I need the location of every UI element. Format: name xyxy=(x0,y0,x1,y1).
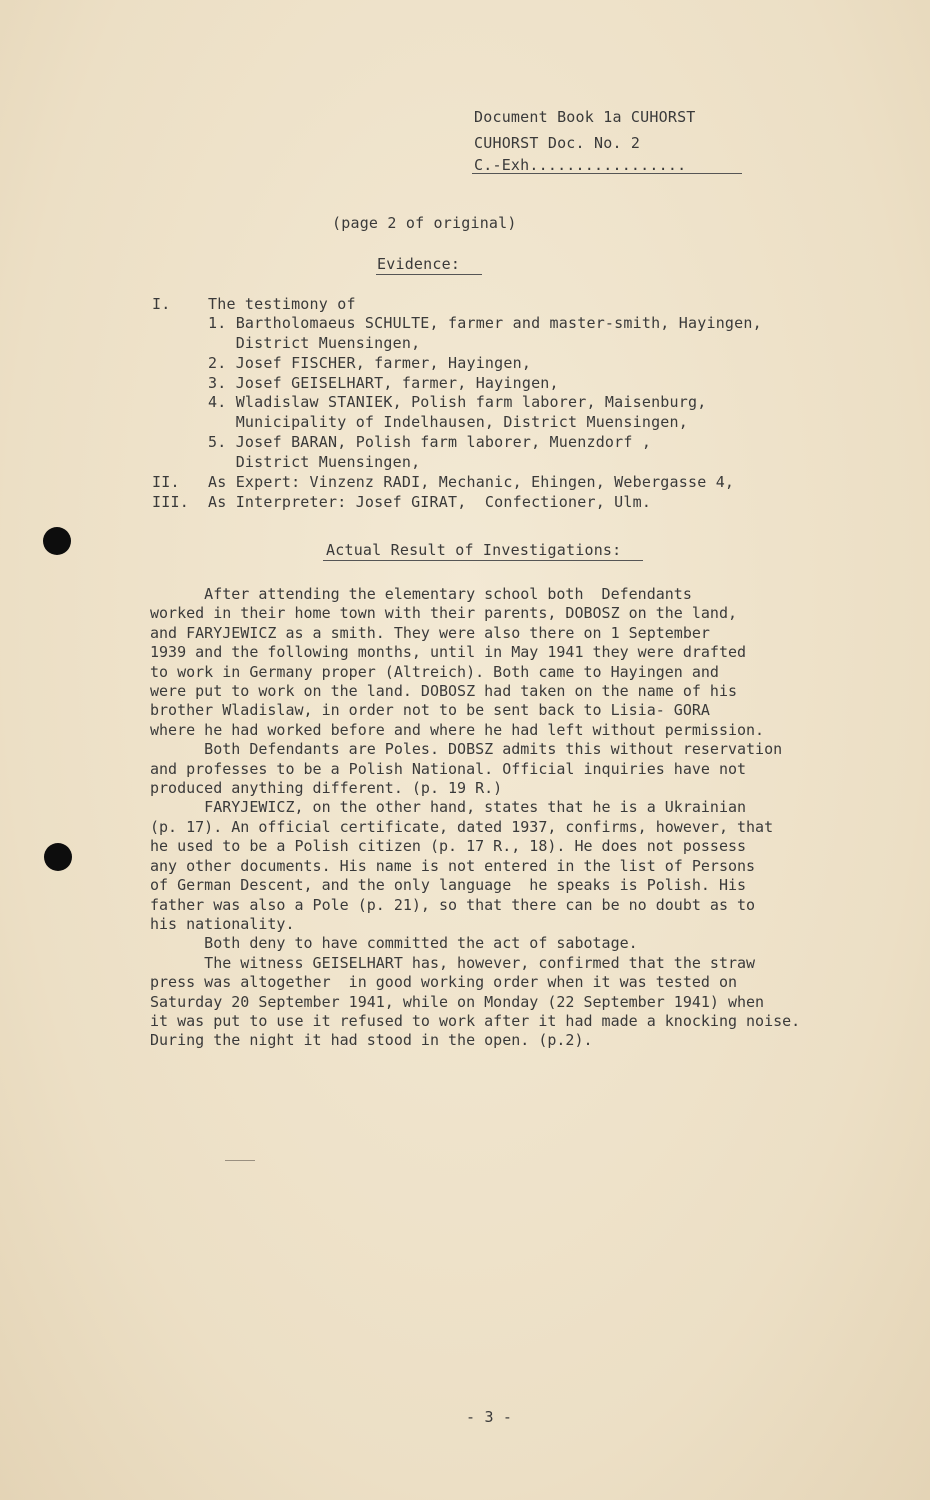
evidence-number: II. xyxy=(152,473,180,491)
body-line: any other documents. His name is not entered in the list of Persons xyxy=(150,856,756,875)
evidence-item: 4. Wladislaw STANIEK, Polish farm laborer, Maisenburg, xyxy=(208,393,707,411)
evidence-item: District Muensingen, xyxy=(208,334,421,352)
body-line: Saturday 20 September 1941, while on Monday (22 September 1941) when xyxy=(150,992,765,1011)
body-line: and FARYJEWICZ as a smith. They were also there on 1 September xyxy=(150,623,710,642)
body-line: Both Defendants are Poles. DOBSZ admits this without reservation xyxy=(150,740,783,759)
body-line: his nationality. xyxy=(150,914,295,933)
page-reference: (page 2 of original) xyxy=(332,214,517,232)
body-line: were put to work on the land. DOBOSZ had taken on the name of his xyxy=(150,682,737,701)
body-line: produced anything different. (p. 19 R.) xyxy=(150,779,503,798)
evidence-item: 3. Josef GEISELHART, farmer, Hayingen, xyxy=(208,374,559,392)
evidence-item: 1. Bartholomaeus SCHULTE, farmer and master-smith, Hayingen, xyxy=(208,314,762,332)
body-line: he used to be a Polish citizen (p. 17 R., 18). He does not possess xyxy=(150,837,747,856)
evidence-number: I. xyxy=(152,295,171,313)
body-line: to work in Germany proper (Altreich). Both came to Hayingen and xyxy=(150,662,719,681)
body-line: and professes to be a Polish National. Official inquiries have not xyxy=(150,759,747,778)
evidence-item: 2. Josef FISCHER, farmer, Hayingen, xyxy=(208,354,532,372)
evidence-item: As Expert: Vinzenz RADI, Mechanic, Ehingen, Webergasse 4, xyxy=(208,473,735,491)
result-heading-underline xyxy=(323,560,643,561)
investigation-results-body xyxy=(150,585,840,1051)
body-line: of German Descent, and the only language he speaks is Polish. His xyxy=(150,876,747,895)
evidence-item: 5. Josef BARAN, Polish farm laborer, Muenzdorf , xyxy=(208,433,652,451)
exhibit-label: C.-Exh................. xyxy=(474,156,687,174)
body-line: where he had worked before and where he had left without permission. xyxy=(150,720,765,739)
body-line: brother Wladislaw, in order not to be sent back to Lisia- GORA xyxy=(150,701,710,720)
header-underline xyxy=(472,173,742,174)
evidence-number: III. xyxy=(152,493,189,511)
body-line: worked in their home town with their parents, DOBOSZ on the land, xyxy=(150,604,737,623)
document-number-label: CUHORST Doc. No. 2 xyxy=(474,134,641,152)
evidence-item: Municipality of Indelhausen, District Muensingen, xyxy=(208,413,688,431)
punch-hole-top xyxy=(43,527,71,555)
evidence-heading-underline xyxy=(376,274,482,275)
evidence-item: The testimony of xyxy=(208,295,356,313)
body-line: it was put to use it refused to work after it had made a knocking noise. xyxy=(150,1011,801,1030)
body-line: (p. 17). An official certificate, dated 1937, confirms, however, that xyxy=(150,817,774,836)
body-line: press was altogether in good working order when it was tested on xyxy=(150,973,737,992)
paper-mark xyxy=(225,1160,255,1161)
document-book-label: Document Book 1a CUHORST xyxy=(474,108,696,126)
body-line: During the night it had stood in the open. (p.2). xyxy=(150,1031,593,1050)
body-line: FARYJEWICZ, on the other hand, states that he is a Ukrainian xyxy=(150,798,747,817)
punch-hole-bottom xyxy=(44,843,72,871)
result-heading: Actual Result of Investigations: xyxy=(326,541,622,559)
evidence-heading: Evidence: xyxy=(377,255,461,273)
evidence-item: District Muensingen, xyxy=(208,453,421,471)
body-line: Both deny to have committed the act of sabotage. xyxy=(150,934,638,953)
body-line: The witness GEISELHART has, however, confirmed that the straw xyxy=(150,953,756,972)
evidence-item: As Interpreter: Josef GIRAT, Confectioner, Ulm. xyxy=(208,493,652,511)
body-line: father was also a Pole (p. 21), so that there can be no doubt as to xyxy=(150,895,756,914)
body-line: 1939 and the following months, until in May 1941 they were drafted xyxy=(150,643,747,662)
body-line: After attending the elementary school both Defendants xyxy=(150,585,692,603)
page-number: - 3 - xyxy=(466,1408,513,1426)
